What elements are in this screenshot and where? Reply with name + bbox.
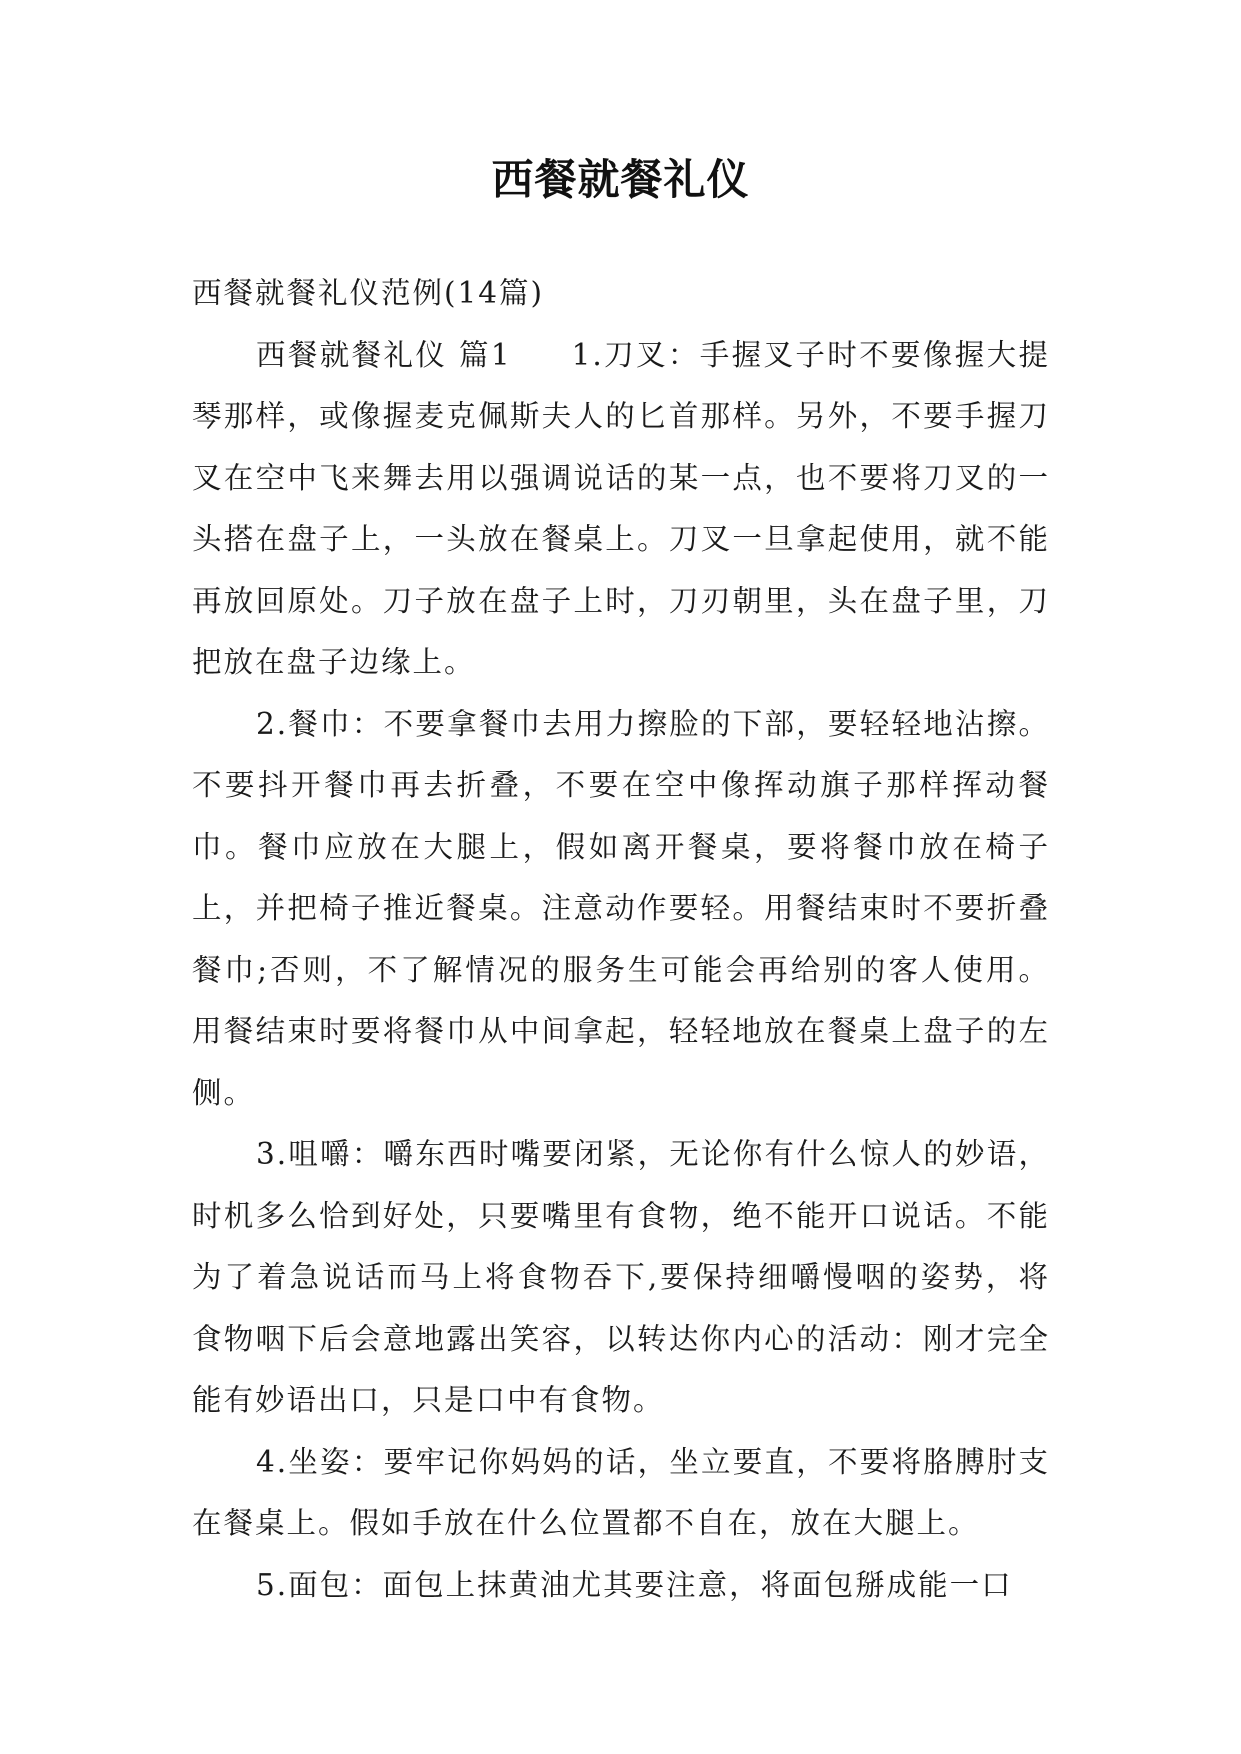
document-title: 西餐就餐礼仪 <box>491 155 750 204</box>
paragraph-posture: 4.坐姿：要牢记你妈妈的话，坐立要直，不要将胳膊肘支在餐桌上。假如手放在什么位置都不自在，放在大腿上。 <box>192 1444 1050 1540</box>
paragraph-text: 1.刀叉：手握叉子时不要像握大提琴那样，或像握麦克佩斯夫人的匕首那样。另外，不要手握刀叉在空中飞来舞去用以强调说话的某一点，也不要将刀叉的一头搭在盘子上，一头放在餐桌上。刀叉一旦拿起使用，就不能再放回原处。刀子放在盘子上时，刀刃朝里，头在盘子里，刀把放在盘子边缘上。 <box>192 337 1050 679</box>
paragraph-chewing: 3.咀嚼：嚼东西时嘴要闭紧，无论你有什么惊人的妙语，时机多么恰到好处，只要嘴里有食物，绝不能开口说话。不能为了着急说话而马上将食物吞下,要保持细嚼慢咽的姿势，将食物咽下后会意地露出笑容，以转达你内心的活动：刚才完全能有妙语出口，只是口中有食物。 <box>192 1137 1050 1417</box>
document-subtitle: 西餐就餐礼仪范例(14篇) <box>192 276 545 310</box>
paragraph-napkin: 2.餐巾：不要拿餐巾去用力擦脸的下部，要轻轻地沾擦。不要抖开餐巾再去折叠，不要在空中像挥动旗子那样挥动餐巾。餐巾应放在大腿上，假如离开餐桌，要将餐巾放在椅子上，并把椅子推近餐桌。注意动作要轻。用餐结束时不要折叠餐巾;否则，不了解情况的服务生可能会再给别的客人使用。用餐结束时要将餐巾从中间拿起，轻轻地放在餐桌上盘子的左侧。 <box>192 706 1050 1110</box>
document-body <box>192 263 1050 1616</box>
article-heading: 西餐就餐礼仪 篇1 <box>256 337 512 372</box>
paragraph-bread: 5.面包：面包上抹黄油尤其要注意，将面包掰成能一口 <box>256 1567 1013 1602</box>
paragraph-knife-fork <box>192 325 1050 694</box>
